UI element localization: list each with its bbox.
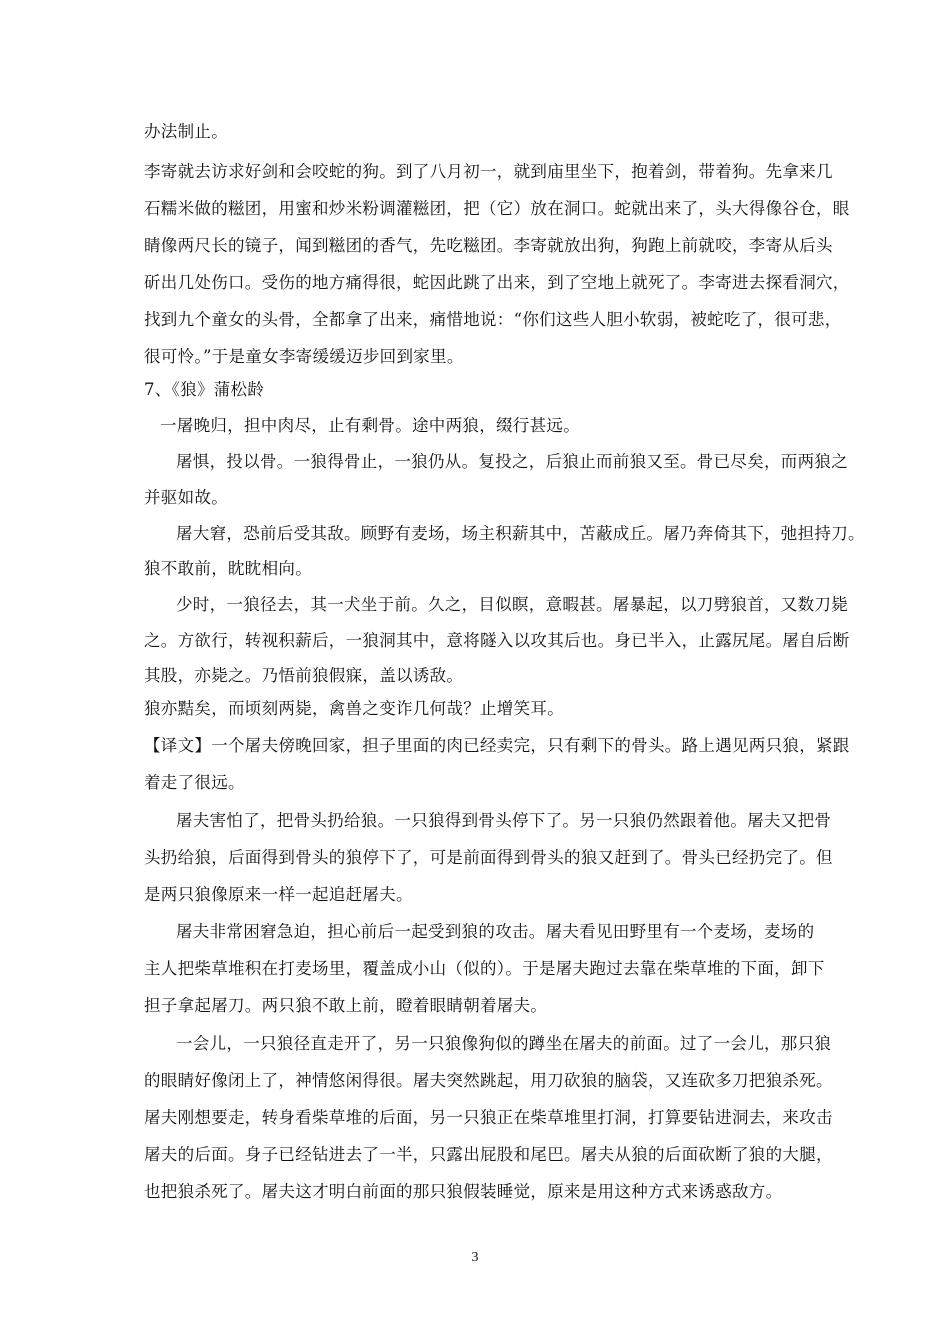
translation-line: 屠夫刚想要走，转身看柴草堆的后面，另一只狼正在柴草堆里打洞，打算要钻进洞去，来攻击 (144, 1108, 833, 1127)
classical-text-line: 一屠晚归，担中肉尽，止有剩骨。途中两狼，缀行甚远。 (160, 416, 580, 435)
classical-text-line: 屠惧，投以骨。一狼得骨止，一狼仍从。复投之，后狼止而前狼又至。骨已尽矣，而两狼之 (176, 452, 848, 471)
translation-line: 是两只狼像原来一样一起追赶屠夫。 (144, 885, 413, 904)
page-number: 3 (471, 1250, 479, 1265)
text-line: 很可怜。”于是童女李寄缓缓迈步回到家里。 (144, 347, 464, 366)
translation-line: 屠夫的后面。身子已经钻进去了一半，只露出屁股和尾巴。屠夫从狼的后面砍断了狼的大腿， (144, 1145, 833, 1164)
translation-line: 头扔给狼，后面得到骨头的狼停下了，可是前面得到骨头的狼又赶到了。骨头已经扔完了。但 (144, 848, 833, 867)
text-line: 斫出几处伤口。受伤的地方痛得很，蛇因此跳了出来，到了空地上就死了。李寄进去探看洞穴， (144, 273, 850, 292)
translation-line: 屠夫害怕了，把骨头扔给狼。一只狼得到骨头停下了。另一只狼仍然跟着他。屠夫又把骨 (176, 811, 832, 830)
classical-text-line: 狼不敢前，眈眈相向。 (144, 559, 312, 578)
classical-text-line: 并驱如故。 (144, 488, 228, 507)
classical-text-line: 其股，亦毙之。乃悟前狼假寐，盖以诱敌。 (144, 666, 464, 685)
text-line: 睛像两尺长的镜子，闻到糍团的香气，先吃糍团。李寄就放出狗，狗跑上前就咬，李寄从后头 (144, 236, 833, 255)
classical-text-line: 狼亦黠矣，而顷刻两毙，禽兽之变诈几何哉？止增笑耳。 (144, 699, 564, 718)
translation-line: 屠夫非常困窘急迫，担心前后一起受到狼的攻击。屠夫看见田野里有一个麦场，麦场的 (176, 922, 815, 941)
classical-text-line: 少时，一狼径去，其一犬坐于前。久之，目似瞑，意暇甚。屠暴起，以刀劈狼首，又数刀毙 (176, 595, 848, 614)
translation-line: 【译文】一个屠夫傍晚回家，担子里面的肉已经卖完，只有剩下的骨头。路上遇见两只狼，紧跟 (144, 736, 850, 755)
classical-text-line: 屠大窘，恐前后受其敌。顾野有麦场，场主积薪其中，苫蔽成丘。屠乃奔倚其下，弛担持刀。 (176, 524, 865, 543)
translation-line: 着走了很远。 (144, 773, 245, 792)
translation-line: 的眼睛好像闭上了，神情悠闲得很。屠夫突然跳起，用刀砍狼的脑袋，又连砍多刀把狼杀死。 (144, 1071, 833, 1090)
classical-text-line: 之。方欲行，转视积薪后，一狼洞其中，意将隧入以攻其后也。身已半入，止露尻尾。屠自后断 (144, 631, 850, 650)
text-line: 李寄就去访求好剑和会咬蛇的狗。到了八月初一，就到庙里坐下，抱着剑，带着狗。先拿来几 (144, 162, 833, 181)
text-line: 石糯米做的糍团，用蜜和炒米粉调灌糍团，把（它）放在洞口。蛇就出来了，头大得像谷仓，眼 (144, 199, 850, 218)
translation-line: 担子拿起屠刀。两只狼不敢上前，瞪着眼睛朝着屠夫。 (144, 996, 548, 1015)
translation-line: 主人把柴草堆积在打麦场里，覆盖成小山（似的）。于是屠夫跑过去靠在柴草堆的下面，卸下 (144, 959, 825, 978)
text-line: 办法制止。 (144, 122, 228, 141)
text-line: 找到九个童女的头骨，全都拿了出来，痛惜地说：“你们这些人胆小软弱，被蛇吃了，很可悲， (144, 310, 842, 329)
translation-line: 也把狼杀死了。屠夫这才明白前面的那只狼假装睡觉，原来是用这种方式来诱惑敌方。 (144, 1182, 783, 1201)
translation-line: 一会儿，一只狼径直走开了，另一只狼像狗似的蹲坐在屠夫的前面。过了一会儿，那只狼 (176, 1034, 832, 1053)
section-heading: 7、《狼》蒲松龄 (144, 380, 265, 399)
